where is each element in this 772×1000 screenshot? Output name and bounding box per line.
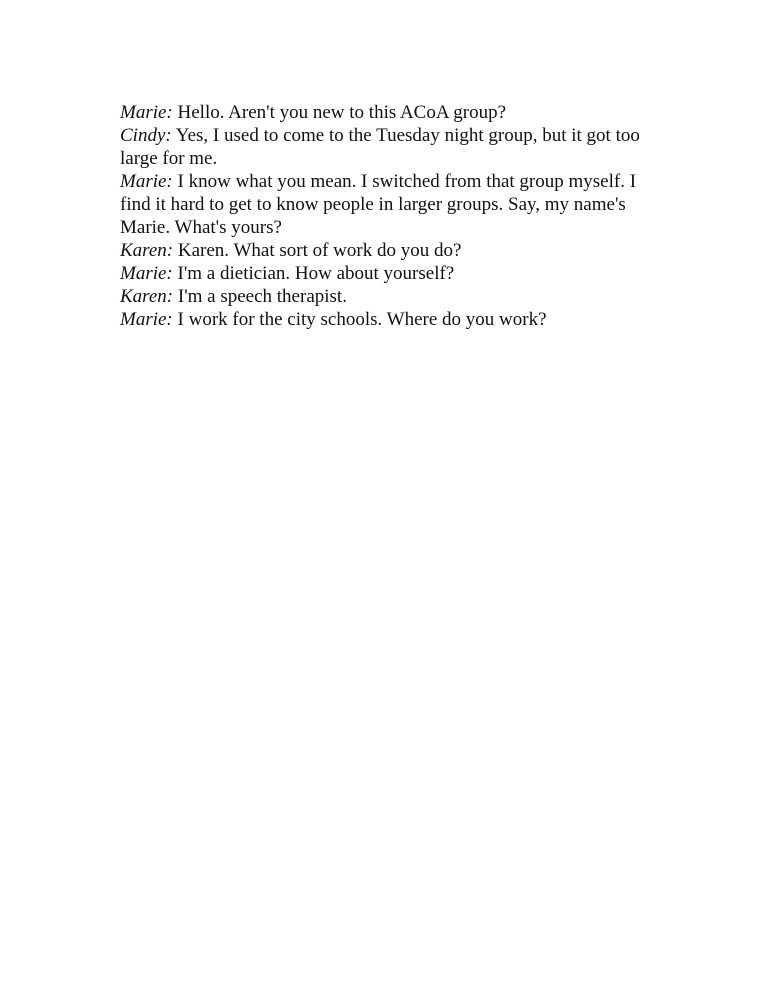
utterance-text: I work for the city schools. Where do you work? [177,309,547,330]
utterance-text: Hello. Aren't you new to this ACoA group? [177,102,507,123]
speaker-name: Marie: [120,171,173,192]
speaker-name: Karen: [120,286,174,307]
speaker-name: Marie: [120,263,173,284]
utterance-text: I'm a speech therapist. [177,286,347,307]
utterance-text: Yes, I used to come to the Tuesday night group, but it got too large for me. [120,125,640,169]
dialogue-line [120,239,650,262]
dialogue-line [120,124,650,170]
dialogue-line [120,262,650,285]
utterance-text: I know what you mean. I switched from that group myself. I find it hard to get to know people in larger groups. Say, my name's Marie. What's yours? [120,171,637,238]
dialogue-line [120,170,650,239]
speaker-name: Marie: [120,102,173,123]
speaker-name: Marie: [120,309,173,330]
speaker-name: Cindy: [120,125,172,146]
utterance-text: I'm a dietician. How about yourself? [177,263,455,284]
speaker-name: Karen: [120,240,174,261]
dialogue-line [120,308,650,331]
dialogue-line [120,285,650,308]
dialogue-transcript [120,101,650,331]
dialogue-line [120,101,650,124]
utterance-text: Karen. What sort of work do you do? [177,240,462,261]
